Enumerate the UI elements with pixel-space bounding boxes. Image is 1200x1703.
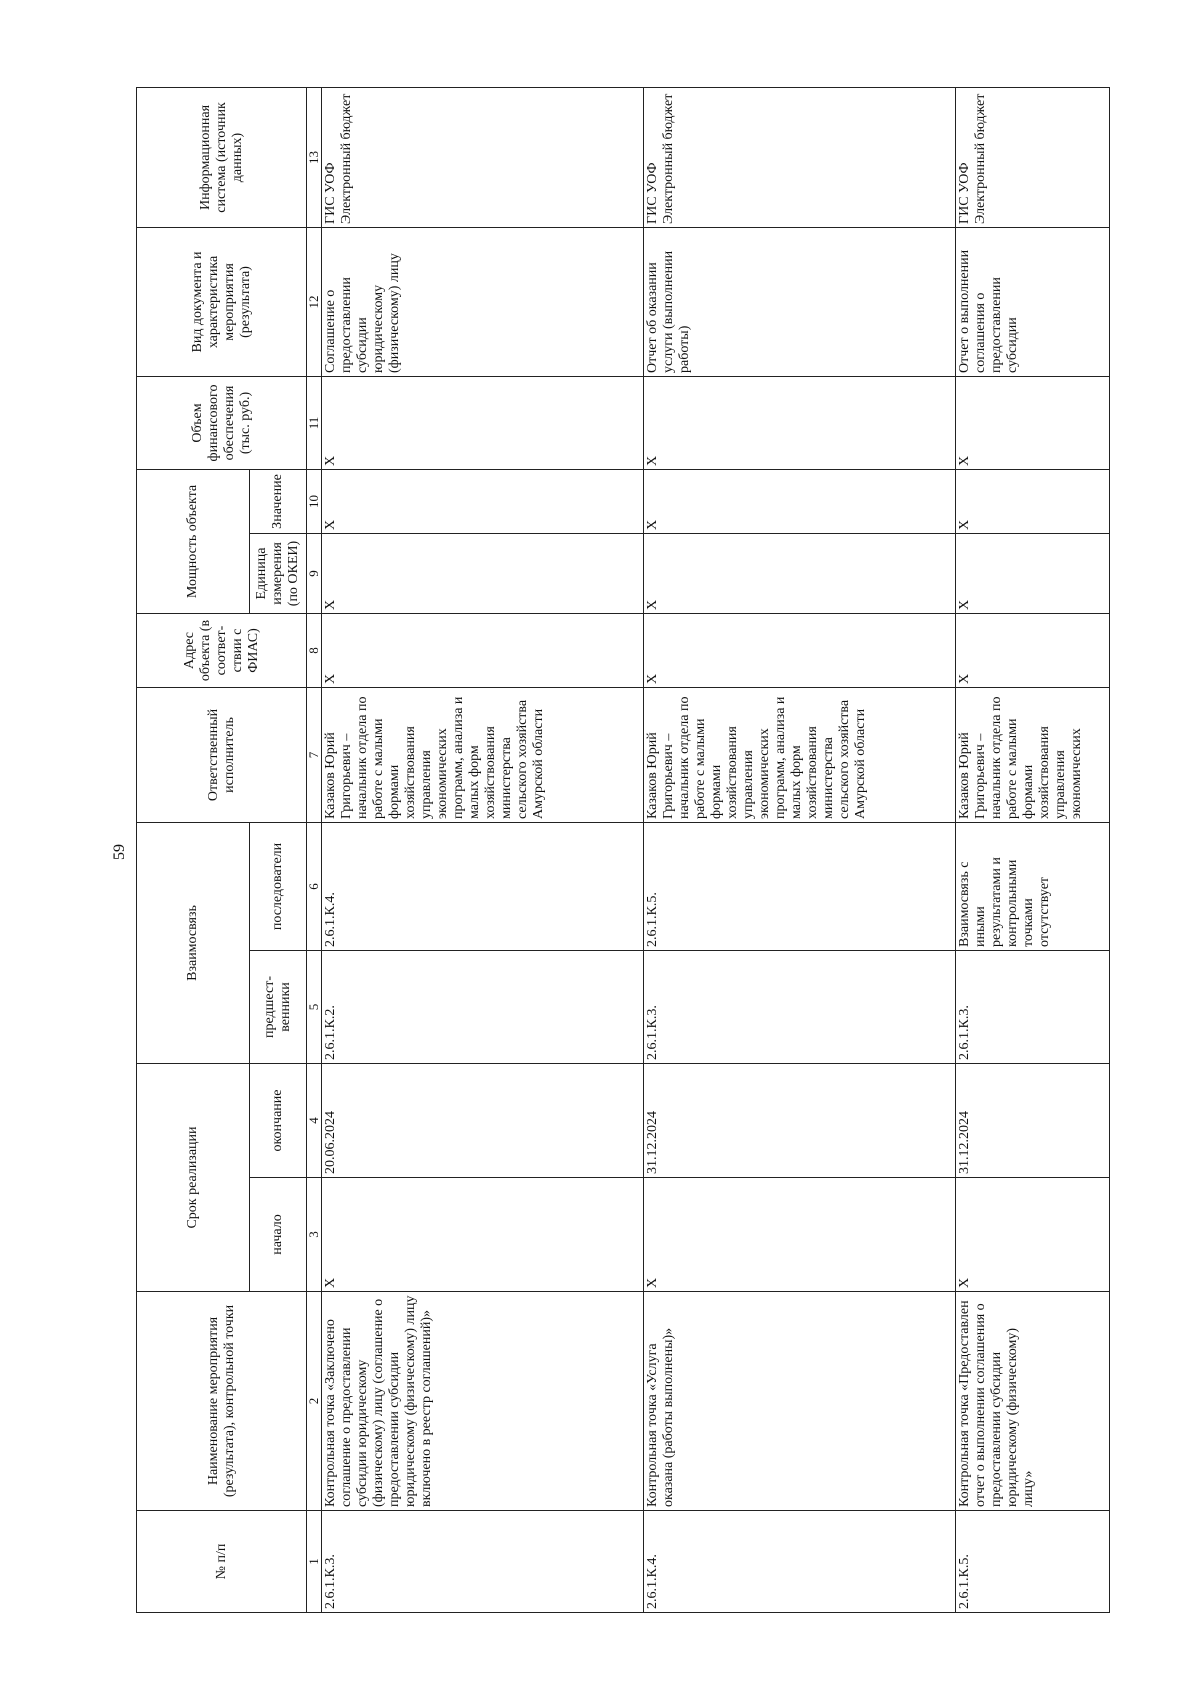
header-capacity: Мощность объекта (137, 469, 250, 613)
col-number: 12 (307, 227, 322, 376)
header-value: Значение (250, 469, 307, 533)
header-end: окончание (250, 1064, 307, 1178)
header-period: Срок реализации (137, 1064, 250, 1292)
cell-start: X (644, 1178, 956, 1292)
cell-doc-type: Отчет об оказании услуги (выполнении работы) (644, 227, 956, 376)
cell-value: X (322, 469, 644, 533)
cell-start: X (956, 1178, 1110, 1292)
header-successors: последователи (250, 823, 307, 951)
cell-funding: X (956, 376, 1110, 469)
table-row (956, 87, 1110, 1612)
cell-name: Контрольная точка «Услуга оказана (работы выполнены)» (644, 1292, 956, 1511)
cell-doc-type: Соглашение о предоставлении субсидии юридическому (физическому) лицу (322, 227, 644, 376)
cell-successor: 2.6.1.К.4. (322, 823, 644, 951)
cell-start: X (322, 1178, 644, 1292)
col-number: 11 (307, 376, 322, 469)
col-number: 10 (307, 469, 322, 533)
header-num: № п/п (137, 1511, 307, 1613)
cell-address: X (956, 614, 1110, 688)
cell-name: Контрольная точка «Предоставлен отчет о выполнении соглашения о предоставлении субсидии юридическому (физическому) лицу» (956, 1292, 1110, 1511)
col-number: 7 (307, 688, 322, 823)
header-address: Адрес объекта (в соответ-ствии с ФИАС) (137, 614, 307, 688)
cell-end: 31.12.2024 (644, 1064, 956, 1178)
cell-predecessor: 2.6.1.К.3. (644, 951, 956, 1064)
table-row (322, 87, 644, 1612)
cell-successor: 2.6.1.К.5. (644, 823, 956, 951)
rotated-table-container (136, 88, 1148, 1613)
cell-responsible: Казаков Юрий Григорьевич – начальник отдела по работе с малыми формами хозяйствования управления экономических программ, анализа и малых форм хозяйствования министерства сельского хозяйства Амурской области (644, 688, 956, 823)
cell-unit: X (956, 534, 1110, 614)
cell-successor: Взаимосвязь с иными результатами и контрольными точками отсутствует (956, 823, 1110, 951)
cell-responsible: Казаков Юрий Григорьевич – начальник отдела по работе с малыми формами хозяйствования управления экономических программ, анализа и малых форм хозяйствования министерства сельского хозяйства Амурской области (322, 688, 644, 823)
header-start: начало (250, 1178, 307, 1292)
header-responsible: Ответственный исполнитель (137, 688, 307, 823)
cell-funding: X (644, 376, 956, 469)
cell-address: X (644, 614, 956, 688)
col-number: 5 (307, 951, 322, 1064)
cell-doc-type: Отчет о выполнении соглашения о предоставлении субсидии (956, 227, 1110, 376)
header-doc-type: Вид документа и характеристика мероприятия (результата) (137, 227, 307, 376)
cell-funding: X (322, 376, 644, 469)
col-number: 13 (307, 87, 322, 227)
cell-num: 2.6.1.К.5. (956, 1511, 1110, 1613)
col-number: 3 (307, 1178, 322, 1292)
schedule-table (136, 87, 1110, 1613)
col-number: 8 (307, 614, 322, 688)
cell-num: 2.6.1.К.4. (644, 1511, 956, 1613)
cell-responsible: Казаков Юрий Григорьевич – начальник отдела по работе с малыми формами хозяйствования управления экономических (956, 688, 1110, 823)
cell-unit: X (644, 534, 956, 614)
cell-end: 31.12.2024 (956, 1064, 1110, 1178)
col-number: 9 (307, 534, 322, 614)
cell-value: X (644, 469, 956, 533)
cell-info-system: ГИС УОФ Электронный бюджет (644, 87, 956, 227)
col-number: 2 (307, 1292, 322, 1511)
header-relation: Взаимосвязь (137, 823, 250, 1064)
header-funding: Объем финансового обеспечения (тыс. руб.) (137, 376, 307, 469)
cell-predecessor: 2.6.1.К.2. (322, 951, 644, 1064)
cell-info-system: ГИС УОФ Электронный бюджет (322, 87, 644, 227)
header-unit: Единица измерения (по ОКЕИ) (250, 534, 307, 614)
cell-value: X (956, 469, 1110, 533)
cell-address: X (322, 614, 644, 688)
cell-name: Контрольная точка «Заключено соглашение о предоставлении субсидии юридическому (физическому) лицу (соглашение о предоставлении субсидии юридическому (физическому) лицу включено в реестр соглашений)» (322, 1292, 644, 1511)
cell-unit: X (322, 534, 644, 614)
col-number: 1 (307, 1511, 322, 1613)
page-number: 59 (111, 844, 128, 860)
table-row (644, 87, 956, 1612)
col-number: 4 (307, 1064, 322, 1178)
header-name: Наименование мероприятия (результата), контрольной точки (137, 1292, 307, 1511)
cell-info-system: ГИС УОФ Электронный бюджет (956, 87, 1110, 227)
cell-predecessor: 2.6.1.К.3. (956, 951, 1110, 1064)
cell-end: 20.06.2024 (322, 1064, 644, 1178)
header-info-system: Информационная система (источник данных) (137, 87, 307, 227)
col-number: 6 (307, 823, 322, 951)
header-predecessors: предшест-венники (250, 951, 307, 1064)
cell-num: 2.6.1.К.3. (322, 1511, 644, 1613)
